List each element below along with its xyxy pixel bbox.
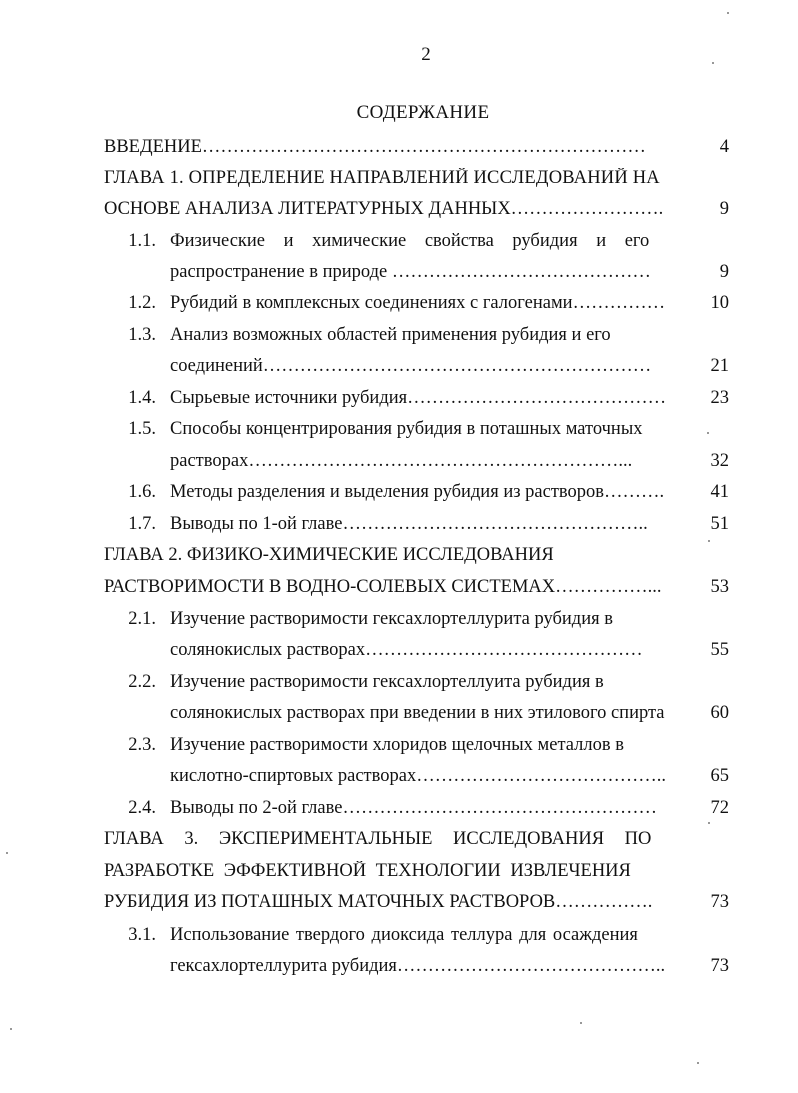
toc-page: 72 bbox=[710, 798, 729, 818]
toc-section-1-7: Выводы по 1-ой главе………………………………………….. bbox=[170, 514, 648, 534]
toc-page: 41 bbox=[710, 482, 729, 502]
toc-section-2-3-line-2: кислотно-спиртовых растворах………………………………….. bbox=[170, 766, 666, 786]
toc-chapter-2-line-2: РАСТВОРИМОСТИ В ВОДНО-СОЛЕВЫХ СИСТЕМАХ……………... bbox=[104, 577, 662, 597]
toc-section-2-2-line-1: Изучение растворимости гексахлортеллуита рубидия в bbox=[170, 672, 604, 692]
toc-page: 65 bbox=[710, 766, 729, 786]
toc-section-1-1-line-1: Физические и химические свойства рубидия и его bbox=[170, 231, 650, 251]
toc-section-number: 2.2. bbox=[128, 672, 156, 692]
toc-section-number: 1.4. bbox=[128, 388, 156, 408]
toc-section-1-4: Сырьевые источники рубидия…………………………………… bbox=[170, 388, 667, 408]
toc-chapter-2-line-1: ГЛАВА 2. ФИЗИКО-ХИМИЧЕСКИЕ ИССЛЕДОВАНИЯ bbox=[104, 545, 554, 565]
toc-page: 73 bbox=[710, 892, 729, 912]
toc-section-2-2-line-2: солянокислых растворах при введении в них этилового спирта bbox=[170, 703, 665, 723]
toc-section-2-4: Выводы по 2-ой главе…………………………………………… bbox=[170, 798, 657, 818]
scan-speck bbox=[707, 432, 709, 434]
toc-section-1-3-line-2: соединений……………………………………………………… bbox=[170, 356, 652, 376]
toc-section-1-5-line-1: Способы концентрирования рубидия в поташных маточных bbox=[170, 419, 643, 439]
toc-section-number: 1.1. bbox=[128, 231, 156, 251]
toc-page: 32 bbox=[710, 451, 729, 471]
page-number: 2 bbox=[421, 44, 431, 65]
toc-section-number: 2.3. bbox=[128, 735, 156, 755]
toc-section-number: 1.5. bbox=[128, 419, 156, 439]
toc-page: 53 bbox=[710, 577, 729, 597]
toc-page: 21 bbox=[710, 356, 729, 376]
toc-section-number: 2.1. bbox=[128, 609, 156, 629]
toc-chapter-1-line-1: ГЛАВА 1. ОПРЕДЕЛЕНИЕ НАПРАВЛЕНИЙ ИССЛЕДОВАНИЙ НА bbox=[104, 168, 660, 188]
toc-chapter-1-line-2: ОСНОВЕ АНАЛИЗА ЛИТЕРАТУРНЫХ ДАННЫХ……………………. bbox=[104, 199, 664, 219]
toc-section-2-3-line-1: Изучение растворимости хлоридов щелочных металлов в bbox=[170, 735, 624, 755]
toc-page: 55 bbox=[710, 640, 729, 660]
toc-section-1-3-line-1: Анализ возможных областей применения рубидия и его bbox=[170, 325, 611, 345]
toc-page: 51 bbox=[710, 514, 729, 534]
toc-section-number: 2.4. bbox=[128, 798, 156, 818]
toc-section-number: 3.1. bbox=[128, 925, 156, 945]
toc-title: СОДЕРЖАНИЕ bbox=[356, 102, 490, 123]
toc-section-1-1-line-2: распространение в природе …………………………………… bbox=[170, 262, 651, 282]
scan-speck bbox=[727, 12, 729, 14]
toc-section-number: 1.6. bbox=[128, 482, 156, 502]
toc-page: 73 bbox=[710, 956, 729, 976]
toc-page: 9 bbox=[719, 262, 729, 282]
toc-chapter-3-line-3: РУБИДИЯ ИЗ ПОТАШНЫХ МАТОЧНЫХ РАСТВОРОВ……………. bbox=[104, 892, 653, 912]
scan-speck bbox=[708, 540, 710, 542]
toc-page: 60 bbox=[710, 703, 729, 723]
scan-speck bbox=[580, 1022, 582, 1024]
toc-section-number: 1.3. bbox=[128, 325, 156, 345]
toc-section-3-1-line-1: Использование твердого диоксида теллура для осаждения bbox=[170, 925, 638, 945]
toc-entry-introduction: ВВЕДЕНИЕ……………………………………………………………… bbox=[104, 137, 646, 157]
scan-speck bbox=[697, 1062, 699, 1064]
toc-section-number: 1.7. bbox=[128, 514, 156, 534]
toc-section-1-5-line-2: растворах……………………………………………………... bbox=[170, 451, 633, 471]
toc-section-2-1-line-1: Изучение растворимости гексахлортеллурита рубидия в bbox=[170, 609, 613, 629]
toc-section-3-1-line-2: гексахлортеллурита рубидия…………………………………….. bbox=[170, 956, 666, 976]
toc-chapter-3-line-2: РАЗРАБОТКЕ ЭФФЕКТИВНОЙ ТЕХНОЛОГИИ ИЗВЛЕЧЕНИЯ bbox=[104, 861, 631, 881]
toc-section-1-2: Рубидий в комплексных соединениях с галогенами…………… bbox=[170, 293, 666, 313]
scan-speck bbox=[712, 62, 714, 64]
toc-page: 23 bbox=[710, 388, 729, 408]
toc-section-number: 1.2. bbox=[128, 293, 156, 313]
scan-speck bbox=[708, 822, 710, 824]
toc-page: 10 bbox=[710, 293, 729, 313]
scan-speck bbox=[6, 852, 8, 854]
toc-section-1-6: Методы разделения и выделения рубидия из растворов………. bbox=[170, 482, 665, 502]
toc-chapter-3-line-1: ГЛАВА 3. ЭКСПЕРИМЕНТАЛЬНЫЕ ИССЛЕДОВАНИЯ ПО bbox=[104, 829, 652, 849]
toc-section-2-1-line-2: солянокислых растворах……………………………………… bbox=[170, 640, 643, 660]
scan-speck bbox=[10, 1028, 12, 1030]
toc-page: 4 bbox=[719, 137, 729, 157]
toc-page: 9 bbox=[719, 199, 729, 219]
